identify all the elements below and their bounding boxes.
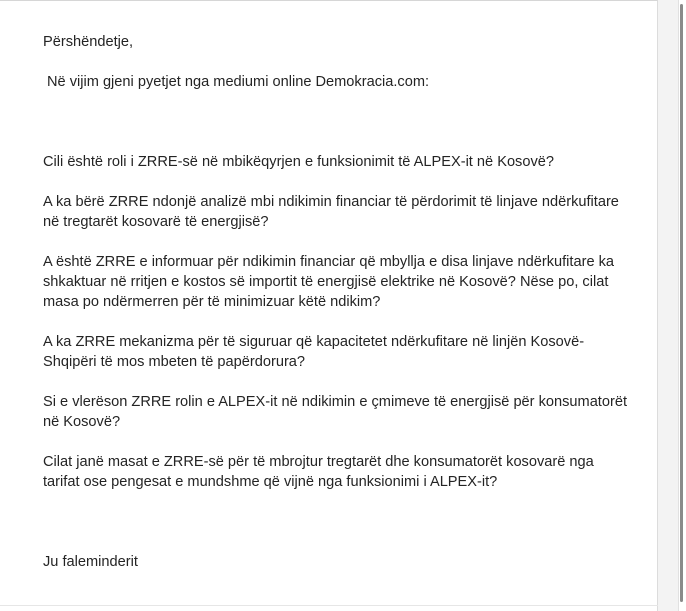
email-intro: Në vijim gjeni pyetjet nga mediumi online Demokracia.com: bbox=[47, 74, 430, 90]
question-paragraph: A ka ZRRE mekanizma për të siguruar që kapacitetet ndërkufitare në linjën Kosovë-Shqipëri të mos mbeten të papërdorura? bbox=[43, 334, 585, 370]
question-paragraph: Cilat janë masat e ZRRE-së për të mbrojtur tregtarët dhe konsumatorët kosovarë nga tarifat ose pengesat e mundshme që vijnë nga funksionimi i ALPEX-it? bbox=[43, 454, 594, 490]
question-paragraph: Si e vlerëson ZRRE rolin e ALPEX-it në ndikimin e çmimeve të energjisë për konsumatorët në Kosovë? bbox=[43, 394, 628, 430]
email-message-text[interactable] bbox=[43, 32, 633, 572]
question-paragraph: A është ZRRE e informuar për ndikimin financiar që mbyllja e disa linjave ndërkufitare ka shkaktuar në rritjen e kostos së importit të energjisë elektrike në Kosovë? Nëse po, cilat masa po ndërmerren për të minimizuar këtë ndikim? bbox=[43, 254, 615, 310]
question-paragraph: Cili është roli i ZRRE-së në mbikëqyrjen e funksionimit të ALPEX-it në Kosovë? bbox=[43, 154, 555, 170]
question-paragraph: A ka bërë ZRRE ndonjë analizë mbi ndikimin financiar të përdorimit të linjave ndërkufitare në tregtarët kosovarë të energjisë? bbox=[43, 194, 619, 230]
email-closing: Ju faleminderit bbox=[43, 554, 138, 570]
pane-bottom-divider bbox=[0, 605, 658, 606]
email-greeting: Përshëndetje, bbox=[43, 34, 134, 50]
scrollbar-thumb[interactable] bbox=[680, 4, 683, 602]
